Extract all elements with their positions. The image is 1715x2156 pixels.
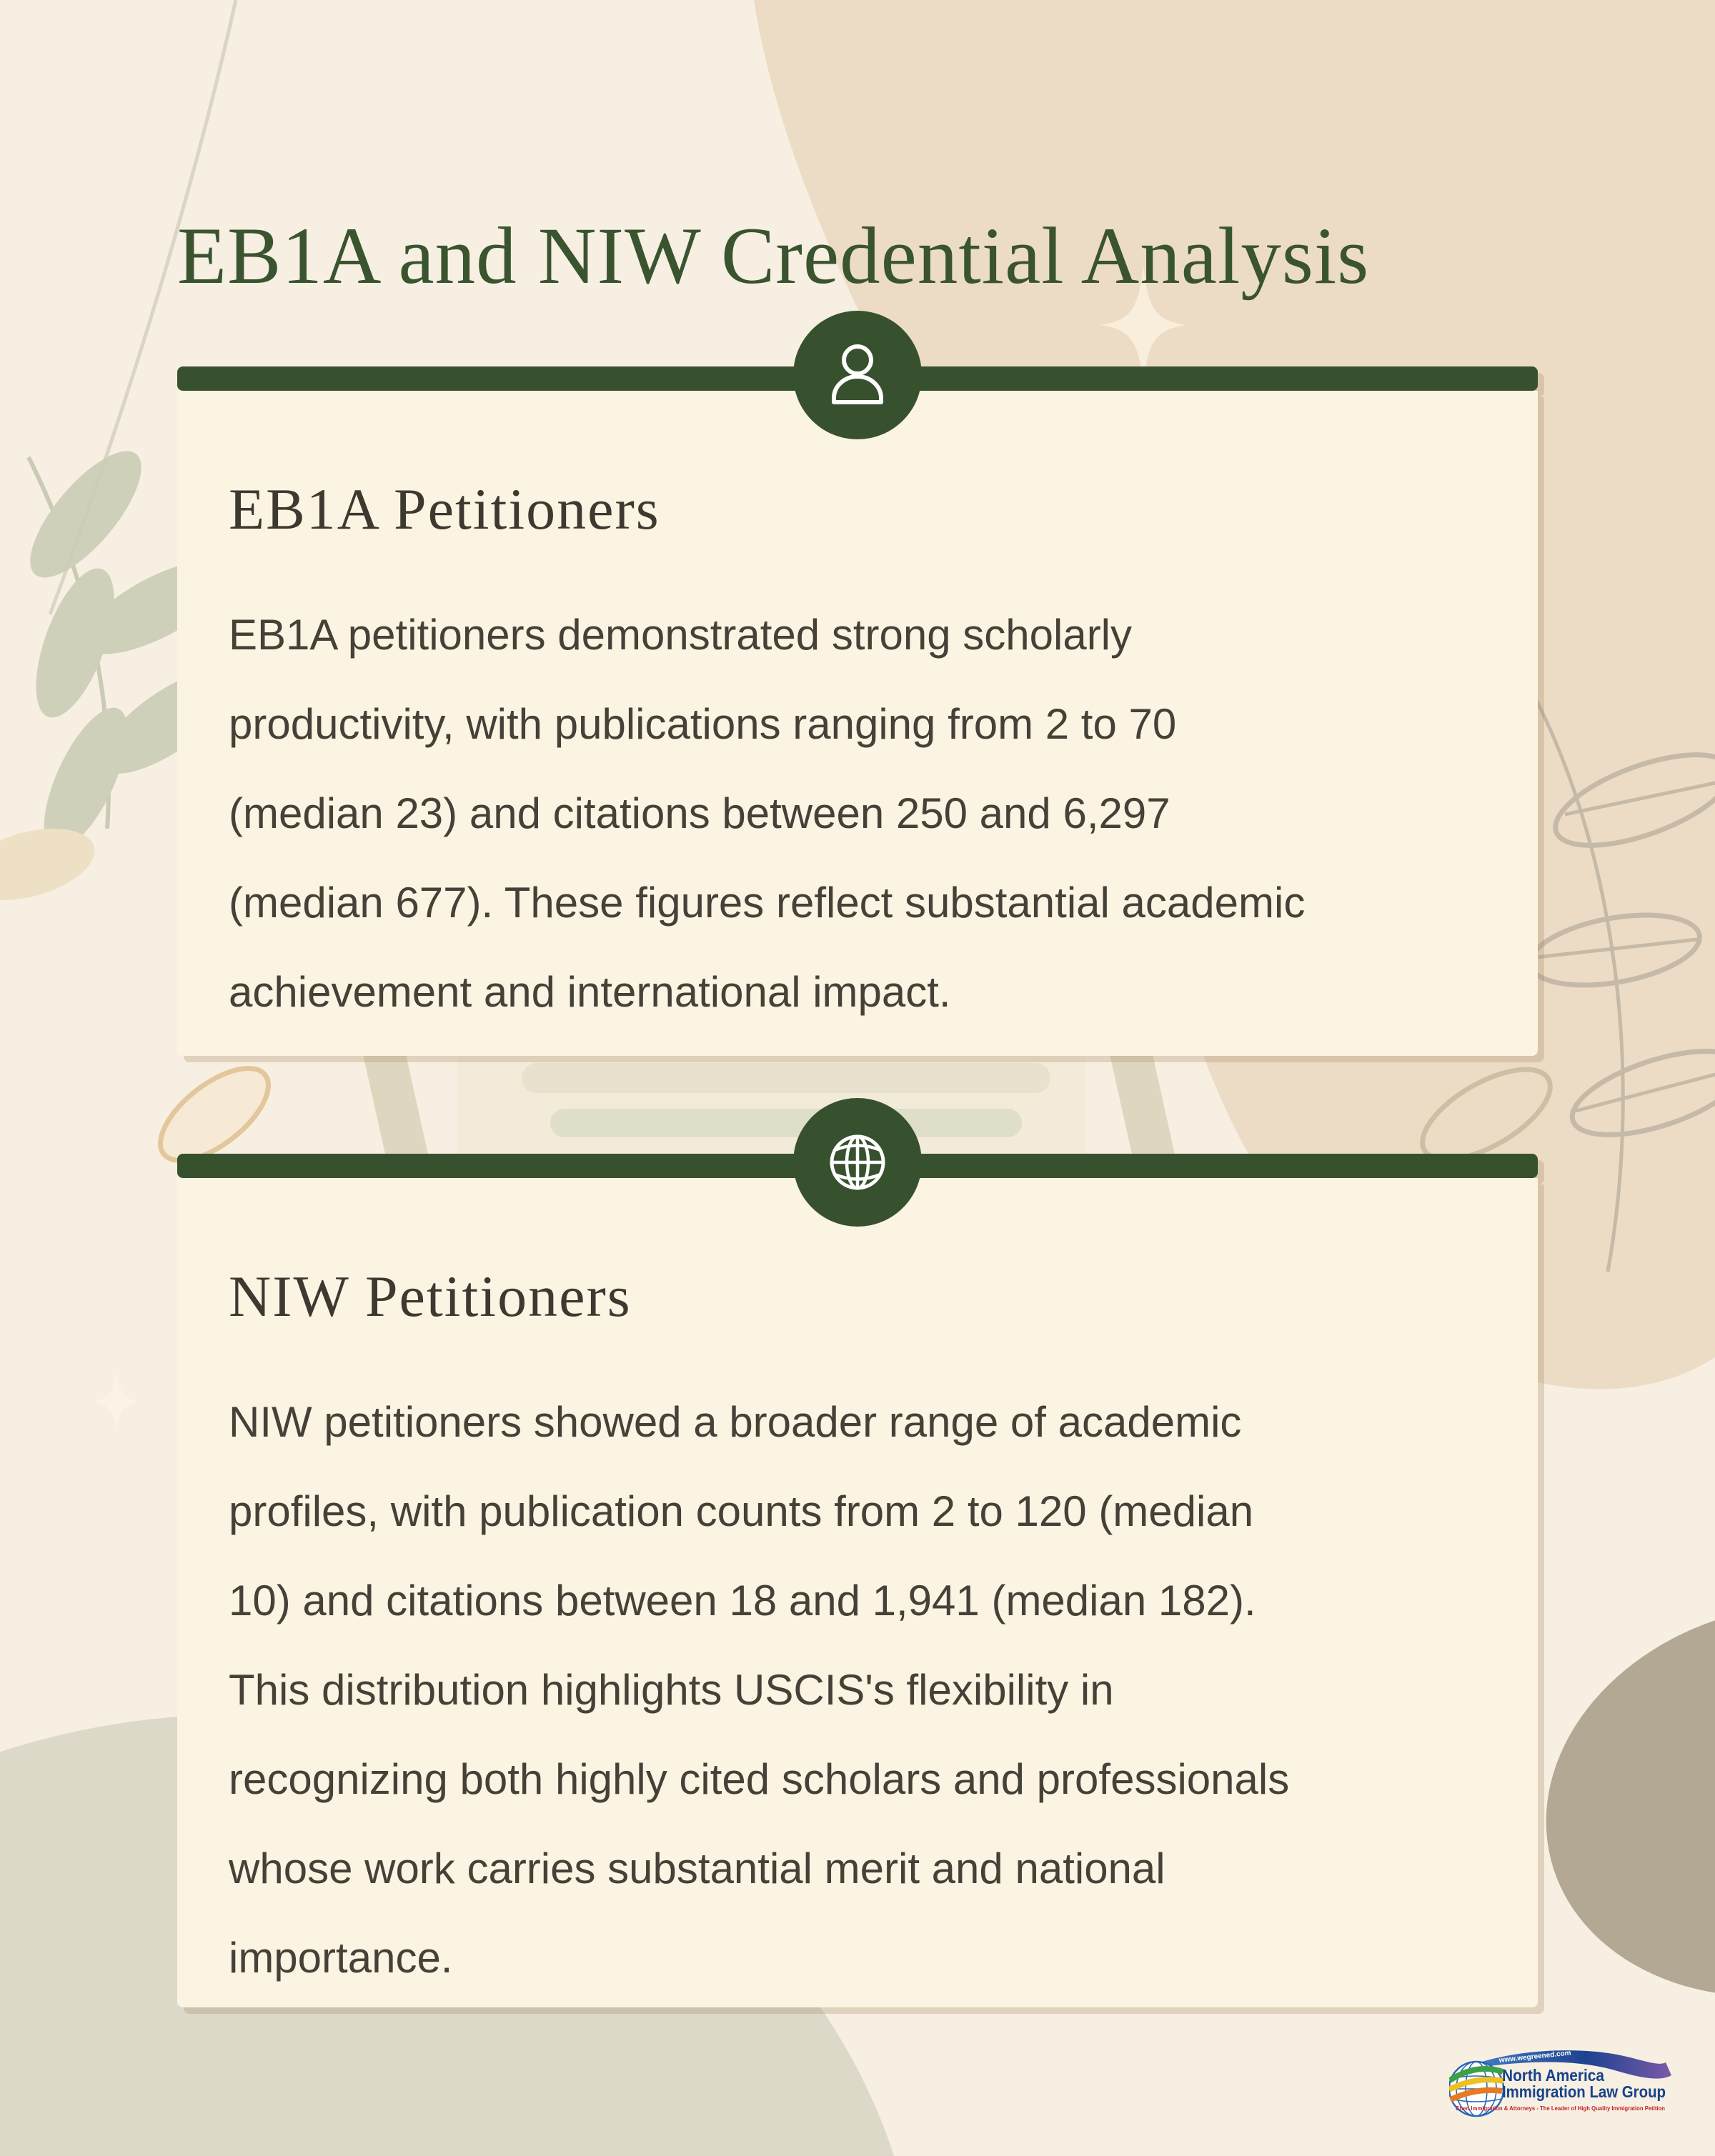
body-text-line: whose work carries substantial merit and national [229,1845,1165,1892]
globe-icon-badge [793,1098,922,1227]
sparkle-small [93,1368,140,1436]
card-body [177,391,1538,1056]
law-group-logo-graphic [1449,2045,1672,2120]
body-text-line: EB1A petitioners demonstrated strong scholarly [229,611,1133,659]
page-title: EB1A and NIW Credential Analysis [177,211,1370,301]
body-text-line: This distribution highlights USCIS's flexibility in [229,1666,1114,1714]
globe-icon [815,1119,900,1205]
card-heading: NIW Petitioners [229,1264,632,1329]
body-text-line: 10) and citations between 18 and 1,941 (median 182). [229,1577,1256,1625]
logo-tagline: Chen Immigration & Attorneys - The Leader of High Quality Immigration Petition [1456,2105,1666,2112]
body-text-line: profiles, with publication counts from 2 to 120 (median [229,1487,1254,1535]
card-body [177,1178,1538,2007]
person-icon [815,332,900,418]
logo-org-line2: Immigration Law Group [1502,2082,1666,2101]
body-text-line: achievement and international impact. [229,968,951,1016]
body-text-line: productivity, with publications ranging from 2 to 70 [229,700,1177,748]
logo-website: www.wegreened.com [1498,2049,1572,2065]
body-text-line: (median 23) and citations between 250 and 6,297 [229,789,1170,837]
body-text-line: recognizing both highly cited scholars and professionals [229,1755,1290,1803]
card-body-text [229,1377,1488,2002]
law-group-logo [1449,2045,1672,2120]
card-niw [177,1154,1538,2007]
card-heading: EB1A Petitioners [229,476,660,542]
card-eb1a [177,366,1538,1056]
card-body-text [229,590,1488,1037]
person-icon-badge [793,311,922,439]
logo-org-line1: North America [1502,2066,1605,2085]
body-text-line: (median 677). These figures reflect substantial academic [229,879,1306,927]
body-text-line: importance. [229,1934,453,1982]
body-text-line: NIW petitioners showed a broader range of academic [229,1398,1242,1446]
